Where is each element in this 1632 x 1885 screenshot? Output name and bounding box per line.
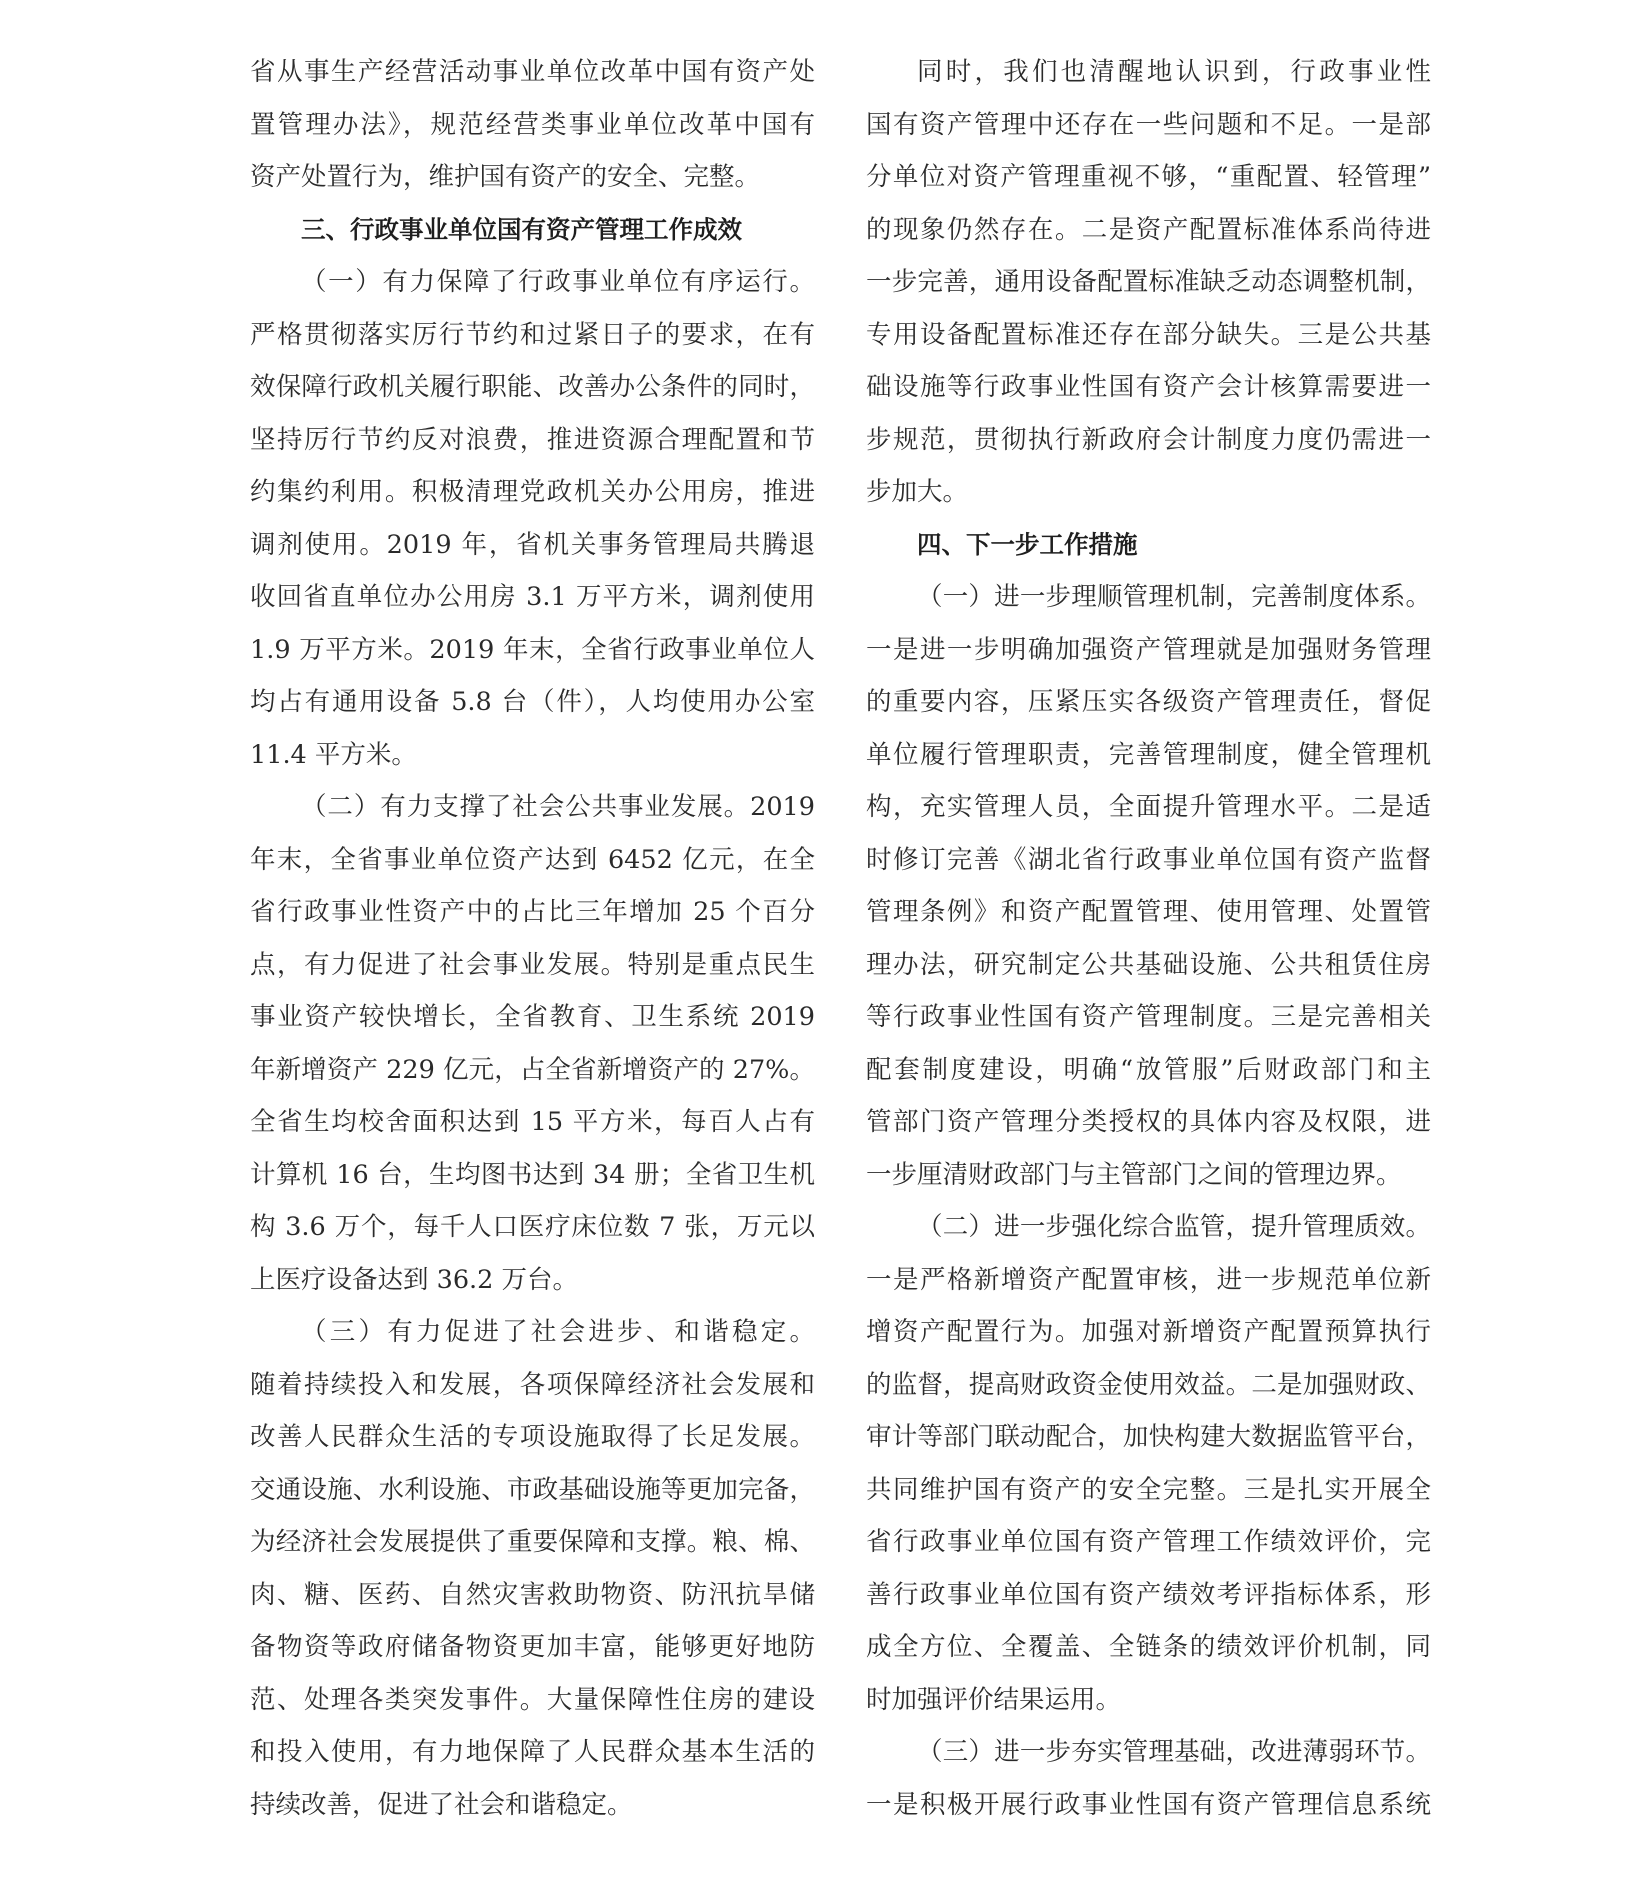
text-line: 均占有通用设备 5.8 台（件），人均使用办公室 [250,687,815,717]
text-line: （二）进一步强化综合监管，提升管理质效。 [917,1212,1431,1242]
text-line: 省行政事业性资产中的占比三年增加 25 个百分 [250,897,815,927]
text-line: 随着持续投入和发展，各项保障经济社会发展和 [250,1369,815,1400]
text-line: 管部门资产管理分类授权的具体内容及权限，进 [866,1107,1431,1137]
text-line: 构，充实管理人员，全面提升管理水平。二是适 [866,792,1431,822]
text-line: 交通设施、水利设施、市政基础设施等更加完备， [250,1474,815,1505]
text-line: 成全方位、全覆盖、全链条的绩效评价机制，同 [866,1632,1431,1662]
text-line: 点，有力促进了社会事业发展。特别是重点民生 [250,949,815,980]
left-column [250,46,815,1831]
text-line: 一是严格新增资产配置审核，进一步规范单位新 [866,1264,1431,1295]
text-line: 构 3.6 万个，每千人口医疗床位数 7 张，万元以 [250,1212,815,1242]
text-line: 持续改善，促进了社会和谐稳定。 [250,1789,633,1820]
text-line: 善行政事业单位国有资产绩效考评指标体系，形 [866,1579,1431,1610]
text-line: （一）进一步理顺管理机制，完善制度体系。 [917,582,1431,612]
text-line: 管理条例》和资产配置管理、使用管理、处置管 [866,897,1431,927]
text-line: 调剂使用。2019 年，省机关事务管理局共腾退 [250,529,815,560]
text-line: 一是积极开展行政事业性国有资产管理信息系统 [866,1789,1431,1820]
section-heading: 四、下一步工作措施 [917,529,1138,559]
text-line: 计算机 16 台，生均图书达到 34 册；全省卫生机 [250,1159,815,1190]
text-line: 11.4 平方米。 [250,739,417,770]
text-line: 一步完善，通用设备配置标准缺乏动态调整机制， [866,267,1431,297]
text-line: 置管理办法》，规范经营类事业单位改革中国有 [250,109,815,140]
text-line: 肉、糖、医药、自然灾害救助物资、防汛抗旱储 [250,1579,815,1610]
text-line: 和投入使用，有力地保障了人民群众基本生活的 [250,1737,815,1767]
text-line: 共同维护国有资产的安全完整。三是扎实开展全 [866,1474,1431,1505]
section-heading: 三、行政事业单位国有资产管理工作成效 [301,214,742,244]
text-line: 省从事生产经营活动事业单位改革中国有资产处 [250,57,815,87]
text-line: 步加大。 [866,477,969,507]
text-line: 的监督，提高财政资金使用效益。二是加强财政、 [866,1369,1431,1400]
text-line: （一）有力保障了行政事业单位有序运行。 [301,267,815,297]
text-line: 一步厘清财政部门与主管部门之间的管理边界。 [866,1159,1402,1190]
text-line: 审计等部门联动配合，加快构建大数据监管平台， [866,1422,1431,1452]
text-line: 配套制度建设，明确“放管服”后财政部门和主 [866,1054,1431,1085]
text-line: 单位履行管理职责，完善管理制度，健全管理机 [866,739,1431,770]
text-line: 范、处理各类突发事件。大量保障性住房的建设 [250,1684,815,1715]
text-line: 的现象仍然存在。二是资产配置标准体系尚待进 [866,214,1431,245]
text-line: 上医疗设备达到 36.2 万台。 [250,1264,578,1295]
right-column [866,46,1431,1831]
text-line: 步规范，贯彻执行新政府会计制度力度仍需进一 [866,424,1431,455]
text-line: 1.9 万平方米。2019 年末，全省行政事业单位人 [250,634,815,665]
text-line: 增资产配置行为。加强对新增资产配置预算执行 [866,1317,1431,1347]
text-line: 约集约利用。积极清理党政机关办公用房，推进 [250,477,815,507]
text-line: 事业资产较快增长，全省教育、卫生系统 2019 [250,1002,815,1032]
text-line: 效保障行政机关履行职能、改善办公条件的同时， [250,372,815,402]
text-line: 础设施等行政事业性国有资产会计核算需要进一 [866,372,1431,402]
text-line: 时加强评价结果运用。 [866,1684,1122,1715]
text-line: 省行政事业单位国有资产管理工作绩效评价，完 [866,1527,1431,1557]
text-line: 改善人民群众生活的专项设施取得了长足发展。 [250,1422,815,1452]
text-line: （二）有力支撑了社会公共事业发展。2019 [301,792,815,822]
text-line: 全省生均校舍面积达到 15 平方米，每百人占有 [250,1107,815,1137]
text-line: 一是进一步明确加强资产管理就是加强财务管理 [866,634,1431,665]
text-line: 专用设备配置标准还存在部分缺失。三是公共基 [866,319,1431,350]
text-line: 为经济社会发展提供了重要保障和支撑。粮、棉、 [250,1527,815,1557]
text-line: 的重要内容，压紧压实各级资产管理责任，督促 [866,687,1431,717]
text-line: （三）有力促进了社会进步、和谐稳定。 [301,1317,815,1347]
text-line: 严格贯彻落实厉行节约和过紧日子的要求，在有 [250,319,815,350]
text-line: 等行政事业性国有资产管理制度。三是完善相关 [866,1002,1431,1032]
text-line: 年新增资产 229 亿元，占全省新增资产的 27%。 [250,1054,815,1085]
text-line: 时修订完善《湖北省行政事业单位国有资产监督 [866,844,1431,875]
text-line: （三）进一步夯实管理基础，改进薄弱环节。 [917,1737,1431,1767]
text-line: 国有资产管理中还存在一些问题和不足。一是部 [866,109,1431,140]
text-line: 分单位对资产管理重视不够，“重配置、轻管理” [866,162,1431,192]
text-line: 坚持厉行节约反对浪费，推进资源合理配置和节 [250,424,815,455]
text-line: 备物资等政府储备物资更加丰富，能够更好地防 [250,1632,815,1662]
text-line: 同时，我们也清醒地认识到，行政事业性 [917,57,1431,87]
text-line: 年末，全省事业单位资产达到 6452 亿元，在全 [250,844,815,875]
text-line: 资产处置行为，维护国有资产的安全、完整。 [250,162,761,192]
text-line: 理办法，研究制定公共基础设施、公共租赁住房 [866,949,1431,980]
text-line: 收回省直单位办公用房 3.1 万平方米，调剂使用 [250,582,815,612]
